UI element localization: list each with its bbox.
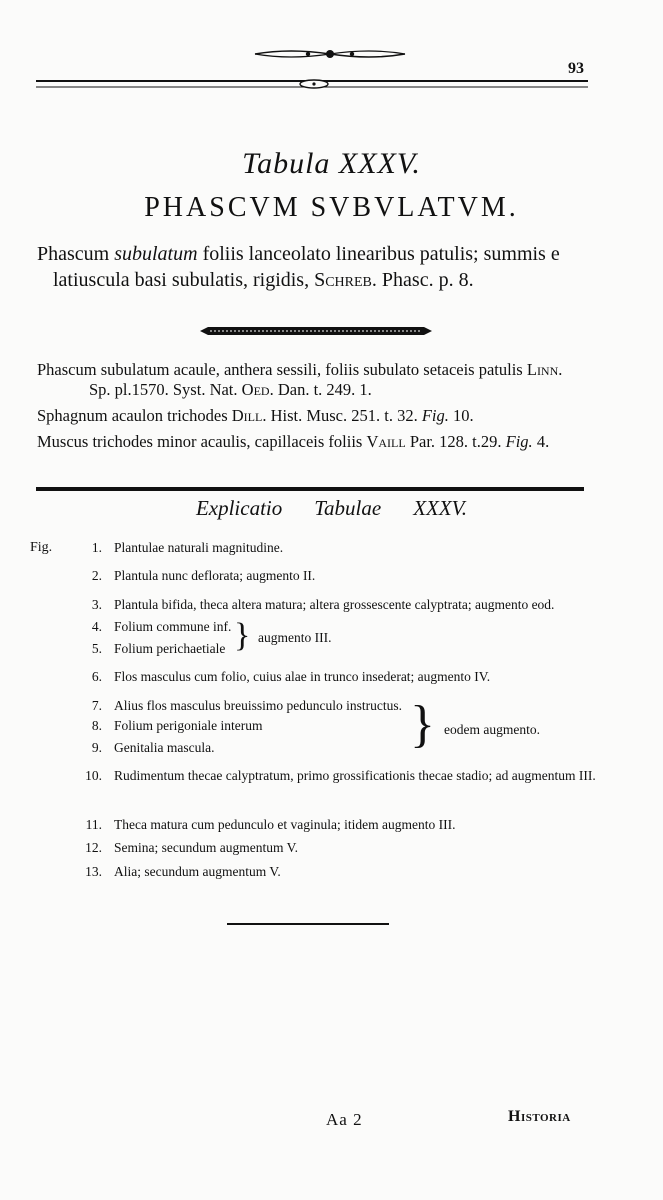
- synonym-author: Oed.: [241, 380, 274, 399]
- list-item: [60, 838, 620, 857]
- synonym-fig: Fig.: [421, 406, 449, 425]
- item-number: 6.: [91, 669, 102, 684]
- catchword: Historia: [508, 1108, 571, 1125]
- synonym-vaillant: [37, 432, 637, 452]
- item-text: Genitalia mascula.: [114, 740, 215, 755]
- item-number: 9.: [91, 740, 102, 755]
- item-number: 2.: [91, 568, 102, 583]
- synonym-reference: 4.: [532, 432, 550, 451]
- item-text: Alius flos masculus breuissimo pedunculo instructus.: [114, 698, 402, 713]
- diagnosis-line-2: [37, 267, 597, 293]
- list-item: [60, 696, 620, 715]
- item-text: Plantulae naturali magnitudine.: [114, 540, 284, 555]
- item-number: 13.: [85, 864, 102, 879]
- item-text: Semina; secundum augmentum V.: [114, 840, 298, 855]
- diagnosis-reference: Phasc. p. 8.: [376, 269, 474, 291]
- diagnosis-text: latiuscula basi subulatis, rigidis,: [53, 269, 315, 291]
- item-text: Rudimentum thecae calyptratum, primo grossificationis thecae stadio; ad augmentum III.: [114, 768, 596, 783]
- heading-word: XXXV.: [413, 496, 468, 520]
- heading-word: Explicatio: [195, 496, 283, 520]
- item-number: 1.: [91, 540, 102, 555]
- synonym-reference: 10.: [448, 406, 474, 425]
- item-text: Flos masculus cum folio, cuius alae in trunco insederat; augmento IV.: [114, 669, 491, 684]
- item-number: 5.: [91, 641, 102, 656]
- list-item: [60, 862, 620, 881]
- item-number: 3.: [91, 597, 102, 612]
- item-text: Folium perichaetiale: [114, 641, 226, 656]
- explanation-heading: [0, 496, 663, 521]
- section-divider: [200, 326, 432, 336]
- brace: }: [234, 617, 251, 654]
- diagnosis-text: foliis lanceolato linearibus patulis; summis e: [197, 243, 560, 265]
- diagnosis-text: Phascum: [37, 243, 115, 265]
- heading-word: Tabulae: [314, 496, 382, 520]
- item-text: Theca matura cum pedunculo et vaginula; itidem augmento III.: [114, 817, 456, 832]
- item-text: Plantula nunc deflorata; augmento II.: [114, 568, 316, 583]
- item-text: Alia; secundum augmentum V.: [114, 864, 281, 879]
- synonym-text: Phascum subulatum acaule, anthera sessili, foliis subulato setaceis patulis: [37, 360, 527, 379]
- synonym-reference: Dan. t. 249. 1.: [273, 380, 372, 399]
- brace-note: augmento III.: [258, 630, 332, 645]
- end-rule: [227, 923, 389, 925]
- synonym-text: Sp. pl.1570. Syst. Nat.: [89, 380, 242, 399]
- synonyms-rule: [36, 487, 584, 491]
- item-text: Plantula bifida, theca altera matura; altera grossescente calyptrata; augmento eod.: [114, 597, 555, 612]
- list-item: [60, 566, 620, 585]
- list-item: [60, 595, 620, 614]
- item-number: 10.: [85, 768, 102, 783]
- synonym-author: Dill.: [231, 406, 267, 425]
- synonym-text: Sphagnum acaulon trichodes: [37, 406, 232, 425]
- diagnosis-author: Schreb.: [314, 269, 377, 291]
- list-item: [60, 538, 620, 557]
- synonym-author: Vaill: [366, 432, 406, 451]
- item-number: 8.: [91, 718, 102, 733]
- diagnosis-line-1: [37, 241, 597, 267]
- item-number: 12.: [85, 840, 102, 855]
- item-text: Folium perigoniale interum: [114, 718, 263, 733]
- item-number: 11.: [85, 817, 102, 832]
- header-ornament: [250, 46, 410, 62]
- signature-mark: Aa 2: [326, 1110, 363, 1129]
- synonym-fig: Fig.: [505, 432, 533, 451]
- synonym-linnaeus: [37, 360, 637, 400]
- synonym-author: Linn.: [526, 360, 563, 379]
- synonym-text: Par. 128. t.29.: [405, 432, 506, 451]
- list-item: [60, 738, 620, 757]
- item-number: 4.: [91, 619, 102, 634]
- list-item: [60, 766, 620, 785]
- brace: }: [410, 696, 435, 753]
- plate-title: Tabula XXXV.: [242, 147, 421, 180]
- synonym-dillenius: [37, 406, 637, 426]
- page-number: 93: [568, 60, 584, 77]
- diagnosis-epithet: subulatum: [114, 243, 198, 265]
- header-rule: [36, 78, 588, 90]
- synonym-text: Hist. Musc. 251. t. 32.: [266, 406, 422, 425]
- list-item: [60, 639, 620, 658]
- list-item: [60, 815, 620, 834]
- item-text: Folium commune inf.: [114, 619, 232, 634]
- synonym-text: Muscus trichodes minor acaulis, capillaceis foliis: [37, 432, 367, 451]
- fig-label: Fig.: [30, 540, 53, 555]
- brace-note: eodem augmento.: [444, 722, 540, 737]
- list-item: [60, 667, 620, 686]
- species-diagnosis: [37, 241, 597, 293]
- list-item: [60, 617, 620, 636]
- item-number: 7.: [91, 698, 102, 713]
- species-title: PHASCVM SVBVLATVM.: [144, 192, 519, 223]
